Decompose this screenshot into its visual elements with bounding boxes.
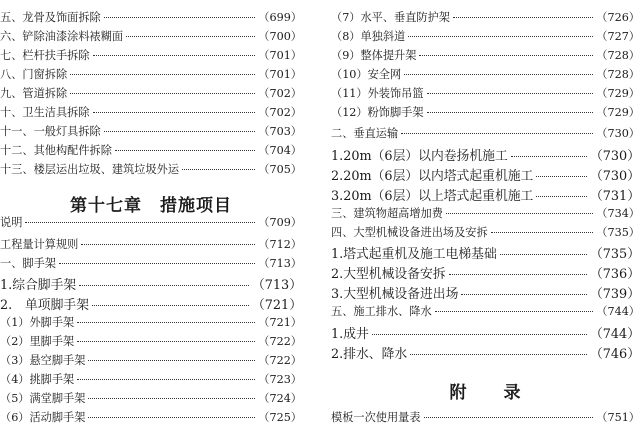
toc-entry-label: 说明	[0, 216, 23, 229]
toc-entry-page: （730）	[589, 149, 640, 164]
toc-entry-label: （4）挑脚手架	[0, 373, 75, 386]
toc-entry-label: 工程量计算规则	[0, 238, 79, 251]
toc-entry-label: 十一、一般灯具拆除	[0, 125, 101, 138]
toc-entry-label: 二、垂直运输	[331, 127, 399, 140]
toc-entry[interactable]	[0, 104, 302, 120]
dot-leader	[500, 254, 587, 255]
toc-entry-page: （702）	[258, 87, 302, 100]
toc-entry[interactable]	[0, 214, 302, 230]
toc-entry-page: （700）	[258, 30, 302, 43]
dot-leader	[449, 274, 587, 275]
toc-entry-page: （735）	[596, 226, 640, 239]
dot-leader	[435, 311, 594, 312]
dot-leader	[511, 156, 587, 157]
toc-entry[interactable]	[0, 314, 302, 330]
toc-entry-page: （729）	[596, 87, 640, 100]
toc-entry-label: 2.大型机械设备安拆	[331, 267, 446, 282]
toc-entry-label: 3.大型机械设备进出场	[331, 287, 459, 302]
toc-entry-page: （730）	[596, 127, 640, 140]
toc-entry[interactable]	[331, 125, 640, 141]
toc-entry[interactable]	[331, 283, 640, 302]
toc-entry[interactable]	[331, 9, 640, 25]
toc-entry[interactable]	[0, 9, 302, 25]
toc-entry-label: （11）外装饰吊篮	[331, 87, 424, 100]
dot-leader	[81, 244, 255, 245]
dot-leader	[126, 36, 255, 37]
toc-entry-page: （728）	[596, 68, 640, 81]
toc-entry[interactable]	[331, 263, 640, 282]
toc-entry[interactable]	[0, 274, 302, 293]
toc-entry-label: 五、施工排水、降水	[331, 305, 432, 318]
toc-entry[interactable]	[0, 123, 302, 139]
dot-leader	[104, 17, 256, 18]
dot-leader	[424, 417, 594, 418]
toc-entry[interactable]	[331, 85, 640, 101]
dot-leader	[77, 341, 255, 342]
dot-leader	[182, 169, 255, 170]
chapter-title: 第十七章 措施项目	[70, 196, 232, 216]
toc-entry[interactable]	[0, 352, 302, 368]
toc-entry[interactable]	[0, 28, 302, 44]
toc-entry-page: （744）	[589, 327, 640, 342]
toc-entry-page: （713）	[258, 257, 302, 270]
dot-leader	[419, 55, 593, 56]
toc-entry-label: （8）单独斜道	[331, 30, 406, 43]
toc-entry[interactable]	[331, 323, 640, 342]
toc-entry[interactable]	[0, 142, 302, 158]
toc-entry-label: 2.20m（6层）以内塔式起重机施工	[331, 169, 534, 184]
toc-entry[interactable]	[331, 343, 640, 362]
toc-entry-page: （727）	[596, 30, 640, 43]
toc-entry-page: （712）	[258, 238, 302, 251]
toc-entry-label: 1.20m（6层）以内卷扬机施工	[331, 149, 508, 164]
toc-entry-page: （723）	[258, 373, 302, 386]
toc-entry[interactable]	[331, 165, 640, 184]
toc-entry-page: （731）	[589, 189, 640, 204]
dot-leader	[70, 93, 255, 94]
toc-entry-page: （734）	[596, 207, 640, 220]
toc-entry-page: （704）	[258, 144, 302, 157]
toc-entry-label: 一、脚手架	[0, 257, 56, 270]
toc-entry-page: （746）	[589, 347, 640, 362]
toc-entry-label: （1）外脚手架	[0, 316, 75, 329]
toc-entry-label: 五、龙骨及饰面拆除	[0, 11, 101, 24]
toc-entry-label: 十、卫生洁具拆除	[0, 106, 90, 119]
toc-entry-page: （722）	[258, 354, 302, 367]
toc-entry[interactable]	[0, 371, 302, 387]
toc-entry[interactable]	[331, 205, 640, 221]
toc-entry-label: 四、大型机械设备进出场及安拆	[331, 226, 488, 239]
toc-entry-page: （701）	[258, 68, 302, 81]
toc-entry[interactable]	[0, 66, 302, 82]
toc-entry-page: （702）	[258, 106, 302, 119]
toc-entry-label: （3）悬空脚手架	[0, 354, 86, 367]
dot-leader	[372, 334, 587, 335]
toc-entry-page: （725）	[258, 411, 302, 424]
dot-leader	[461, 294, 587, 295]
dot-leader	[453, 17, 593, 18]
toc-entry-page: （729）	[596, 106, 640, 119]
dot-leader	[115, 150, 255, 151]
toc-entry-label: 十三、楼层运出垃圾、建筑垃圾外运	[0, 163, 180, 176]
toc-entry-label: 九、管道拆除	[0, 87, 68, 100]
toc-entry-page: （721）	[251, 298, 302, 313]
toc-entry-page: （713）	[251, 278, 302, 293]
toc-entry-page: （735）	[589, 247, 640, 262]
dot-leader	[77, 379, 255, 380]
toc-entry-label: （10）安全网	[331, 68, 402, 81]
toc-entry-page: （726）	[596, 11, 640, 24]
dot-leader	[104, 131, 256, 132]
toc-entry-page: （736）	[589, 267, 640, 282]
toc-entry-label: 十二、其他构配件拆除	[0, 144, 112, 157]
toc-entry-page: （699）	[258, 11, 302, 24]
dot-leader	[93, 112, 256, 113]
toc-entry-label: 1.综合脚手架	[0, 278, 77, 293]
toc-entry[interactable]	[0, 85, 302, 101]
toc-entry-label: （12）粉饰脚手架	[331, 106, 424, 119]
toc-entry-label: 1.塔式起重机及施工电梯基础	[331, 247, 497, 262]
toc-entry-page: （703）	[258, 125, 302, 138]
dot-leader	[536, 196, 587, 197]
toc-entry[interactable]	[0, 47, 302, 63]
toc-entry[interactable]	[331, 47, 640, 63]
toc-entry-page: （701）	[258, 49, 302, 62]
toc-entry-page: （724）	[258, 392, 302, 405]
toc-entry[interactable]	[331, 224, 640, 240]
dot-leader	[88, 398, 255, 399]
toc-entry-page: （721）	[258, 316, 302, 329]
toc-entry[interactable]	[331, 145, 640, 164]
toc-entry[interactable]	[0, 390, 302, 406]
toc-entry-label: 八、门窗拆除	[0, 68, 68, 81]
toc-entry[interactable]	[0, 294, 302, 313]
toc-entry-page: （728）	[596, 49, 640, 62]
toc-entry[interactable]	[0, 255, 302, 271]
dot-leader	[25, 222, 255, 223]
dot-leader	[92, 305, 249, 306]
dot-leader	[408, 36, 593, 37]
dot-leader	[491, 232, 594, 233]
dot-leader	[404, 74, 593, 75]
toc-entry-label: 七、栏杆扶手拆除	[0, 49, 90, 62]
toc-entry-label: 模板一次使用量表	[331, 411, 421, 424]
toc-entry-label: （6）活动脚手架	[0, 411, 86, 424]
toc-entry-label: 3.20m（6层）以上塔式起重机施工	[331, 189, 534, 204]
toc-entry-label: 三、建筑物超高增加费	[331, 207, 443, 220]
toc-entry[interactable]	[0, 161, 302, 177]
toc-entry-page: （739）	[589, 287, 640, 302]
dot-leader	[88, 360, 255, 361]
toc-entry[interactable]	[0, 236, 302, 252]
toc-entry-page: （722）	[258, 335, 302, 348]
dot-leader	[536, 176, 587, 177]
toc-entry-page: （705）	[258, 163, 302, 176]
toc-entry[interactable]	[0, 333, 302, 349]
dot-leader	[93, 55, 256, 56]
toc-entry[interactable]	[331, 409, 640, 425]
dot-leader	[79, 285, 249, 286]
dot-leader	[401, 133, 593, 134]
toc-entry[interactable]	[0, 409, 302, 425]
toc-entry-label: 六、铲除油漆涂料裱糊面	[0, 30, 124, 43]
toc-entry-page: （751）	[596, 411, 640, 424]
toc-entry[interactable]	[331, 243, 640, 262]
toc-entry-page: （730）	[589, 169, 640, 184]
toc-entry-label: （2）里脚手架	[0, 335, 75, 348]
toc-entry-label: 2.排水、降水	[331, 347, 408, 362]
dot-leader	[427, 93, 594, 94]
toc-entry[interactable]	[331, 104, 640, 120]
toc-entry-label: 1.成井	[331, 327, 369, 342]
toc-entry[interactable]	[331, 28, 640, 44]
dot-leader	[59, 263, 255, 264]
toc-entry-page: （744）	[596, 305, 640, 318]
toc-entry[interactable]	[331, 185, 640, 204]
toc-entry[interactable]	[331, 303, 640, 319]
toc-entry[interactable]	[331, 66, 640, 82]
dot-leader	[427, 112, 594, 113]
toc-entry-label: （7）水平、垂直防护架	[331, 11, 450, 24]
dot-leader	[77, 322, 255, 323]
toc-entry-label: （9）整体提升架	[331, 49, 417, 62]
toc-entry-page: （709）	[258, 216, 302, 229]
dot-leader	[70, 74, 255, 75]
dot-leader	[446, 213, 593, 214]
toc-entry-label: （5）满堂脚手架	[0, 392, 86, 405]
dot-leader	[410, 354, 587, 355]
appendix-title: 附 录	[449, 383, 522, 403]
toc-entry-label: 2. 单项脚手架	[0, 298, 89, 313]
dot-leader	[88, 417, 255, 418]
